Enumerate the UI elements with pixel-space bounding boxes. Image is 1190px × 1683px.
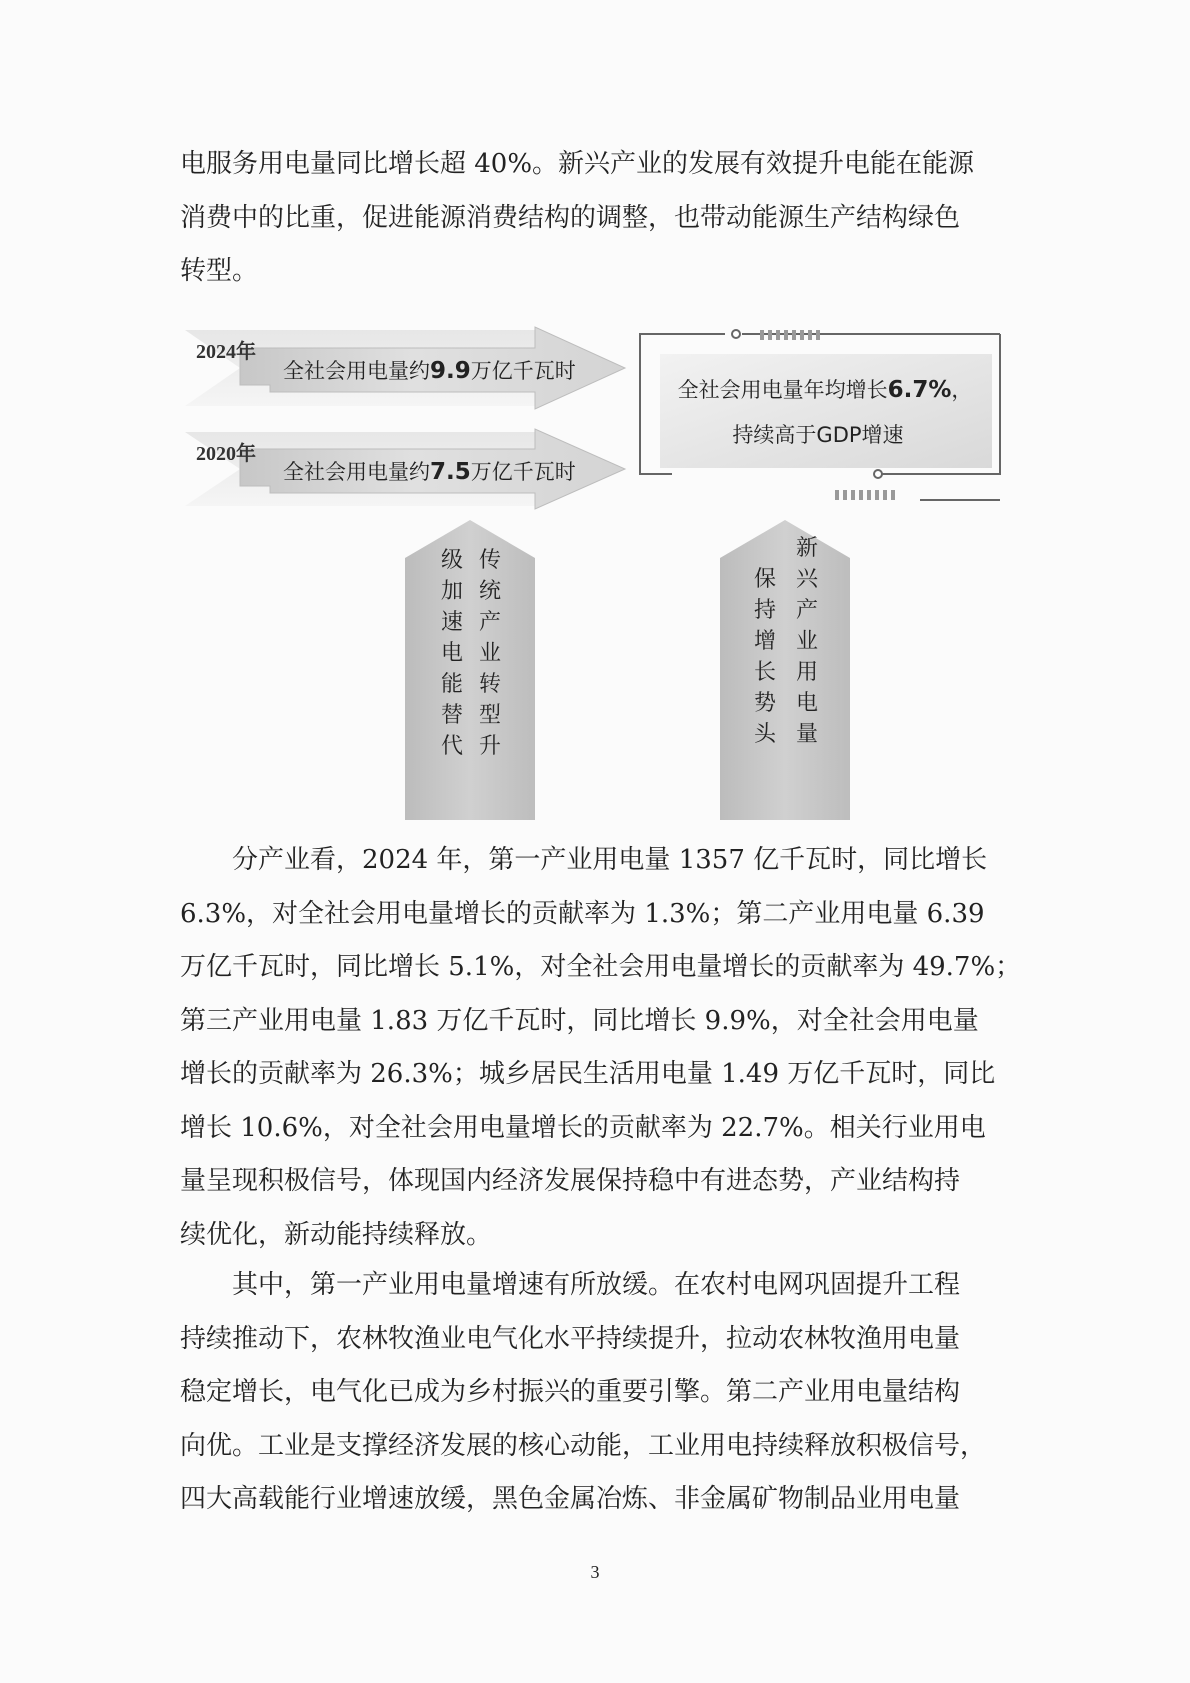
text-line: 续优化，新动能持续释放。: [180, 1219, 493, 1250]
growth-line-1: 全社会用电量年均增长6.7%，: [677, 377, 973, 403]
up-arrow-traditional: [405, 520, 535, 820]
vertical-char: 长: [753, 660, 777, 685]
growth-box: [640, 330, 1000, 500]
text-line: 电服务用电量同比增长超 40%。新兴产业的发展有效提升电能在能源: [180, 149, 975, 179]
text-line: 第三产业用电量 1.83 万亿千瓦时，同比增长 9.9%，对全社会用电量: [180, 1005, 979, 1036]
vertical-char: 传: [478, 548, 502, 573]
text-line: 分产业看，2024 年，第一产业用电量 1357 亿千瓦时，同比增长: [180, 845, 988, 875]
text-line: 其中，第一产业用电量增速有所放缓。在农村电网巩固提升工程: [180, 1270, 961, 1300]
up-arrow-emerging: [720, 520, 850, 820]
vertical-char: 产: [795, 598, 819, 623]
vertical-char: 用: [795, 660, 819, 685]
vertical-text-traditional-1: [479, 548, 501, 759]
text-line: 稳定增长，电气化已成为乡村振兴的重要引擎。第二产业用电量结构: [180, 1377, 961, 1407]
year-label-2020: 2020年: [196, 443, 256, 465]
text-line: 向优。工业是支撑经济发展的核心动能，工业用电持续释放积极信号，: [180, 1430, 987, 1461]
vertical-char: 型: [478, 703, 502, 728]
vertical-char: 业: [478, 641, 502, 666]
vertical-char: 量: [795, 722, 819, 747]
arrow-text-2024: 全社会用电量约9.9万亿千瓦时: [283, 358, 576, 384]
text-line: 6.3%，对全社会用电量增长的贡献率为 1.3%；第二产业用电量 6.39: [180, 898, 985, 929]
vertical-text-traditional-2: [441, 548, 463, 759]
arrow-text-2020: 全社会用电量约7.5万亿千瓦时: [283, 459, 576, 485]
vertical-char: 电: [795, 691, 819, 716]
vertical-char: 业: [795, 629, 819, 654]
growth-line-2: 持续高于GDP增速: [732, 423, 904, 447]
text-line: 量呈现积极信号，体现国内经济发展保持稳中有进态势，产业结构持: [180, 1166, 961, 1196]
vertical-char: 新: [795, 536, 819, 561]
text-line: 万亿千瓦时，同比增长 5.1%，对全社会用电量增长的贡献率为 49.7%；: [180, 952, 1022, 982]
vertical-char: 电: [440, 641, 464, 666]
vertical-char: 速: [440, 610, 464, 635]
vertical-char: 产: [478, 610, 502, 635]
stripes-bottom: [835, 490, 895, 500]
arrow-2020: [185, 429, 625, 509]
paragraph-by-industry: [180, 834, 1022, 1262]
text-line: 增长的贡献率为 26.3%；城乡居民生活用电量 1.49 万亿千瓦时，同比: [180, 1059, 996, 1089]
text-line: 增长 10.6%，对全社会用电量增长的贡献率为 22.7%。相关行业用电: [180, 1112, 986, 1143]
vertical-char: 兴: [795, 567, 819, 592]
text-line: 持续推动下，农林牧渔业电气化水平持续提升，拉动农林牧渔用电量: [180, 1323, 961, 1354]
page-number: 3: [590, 1562, 600, 1582]
text-line: 消费中的比重，促进能源消费结构的调整，也带动能源生产结构绿色: [180, 202, 961, 233]
vertical-char: 转: [478, 672, 502, 697]
vertical-char: 替: [440, 703, 464, 728]
vertical-char: 保: [753, 567, 777, 592]
arrow-2024: [185, 327, 625, 409]
vertical-char: 能: [440, 672, 464, 697]
vertical-char: 统: [478, 579, 502, 604]
vertical-char: 增: [753, 629, 777, 654]
vertical-char: 级: [440, 548, 464, 573]
vertical-text-emerging-1: [796, 536, 819, 747]
vertical-char: 持: [753, 598, 777, 623]
vertical-char: 代: [440, 734, 464, 759]
year-label-2024: 2024年: [196, 341, 256, 363]
text-line: 转型。: [180, 256, 259, 286]
paragraph-details: [180, 1259, 1010, 1527]
vertical-char: 势: [753, 691, 777, 716]
vertical-char: 加: [440, 579, 464, 604]
vertical-char: 头: [753, 722, 777, 747]
vertical-char: 升: [478, 734, 502, 759]
text-line: 四大高载能行业增速放缓，黑色金属冶炼、非金属矿物制品业用电量: [180, 1484, 961, 1514]
